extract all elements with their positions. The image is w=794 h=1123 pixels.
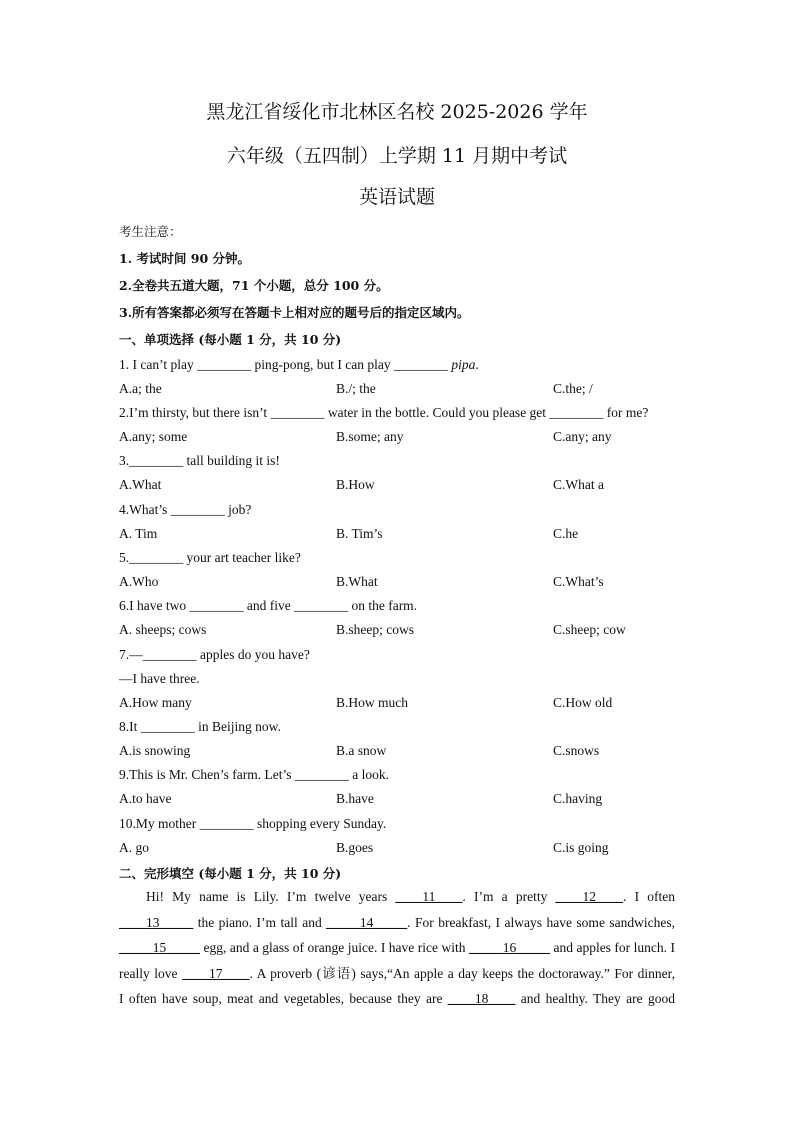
cloze-passage [119,884,675,1012]
question-answer-line: —I have three. [119,671,200,686]
option-a[interactable]: A.is snowing [119,743,191,758]
option-c[interactable]: C.he [553,526,579,541]
blank-16[interactable]: _____16_____ [468,940,550,956]
question-stem: 6.I have two ________ and five ________ on the farm. [119,598,418,613]
option-a[interactable]: A.to have [119,791,172,806]
question-stem-italic: pipa [451,357,476,372]
option-a[interactable]: A.any; some [119,429,188,444]
option-b[interactable]: B.have [336,791,374,806]
option-a[interactable]: A.What [119,477,162,492]
option-c[interactable]: C.having [553,791,603,806]
blank-13[interactable]: ____13_____ [119,914,194,930]
exam-title-line1: 黑龙江省绥化市北林区名校 2025-2026 学年 [206,101,588,123]
question-stem [119,357,479,373]
option-b[interactable]: B.How [336,477,375,492]
option-b[interactable]: B.a snow [336,743,387,758]
option-c[interactable]: C.sheep; cow [553,622,626,637]
exam-title-line3: 英语试题 [358,186,435,208]
option-c[interactable]: C.What’s [553,574,604,589]
option-c[interactable]: C.the; / [553,381,593,396]
question-stem: 9.This is Mr. Chen’s farm. Let’s ________ a look. [119,767,389,782]
option-c[interactable]: C.What a [553,477,604,492]
question-stem: 2.I’m thirsty, but there isn’t ________ water in the bottle. Could you please get ________ for me? [119,405,649,420]
option-a[interactable]: A.How many [119,695,192,710]
option-b[interactable]: B.goes [336,840,374,855]
option-c[interactable]: C.is going [553,840,609,855]
question-stem: 4.What’s ________ job? [119,502,252,517]
question-stem: 10.My mother ________ shopping every Sunday. [119,816,387,831]
passage-line: Hi! My name is Lily. I’m twelve years ____11____. I’m a pretty ____12____. I often [146,889,675,904]
question-stem-end: . [475,357,479,372]
question-stem: 8.It ________ in Beijing now. [119,719,281,734]
option-c[interactable]: C.any; any [553,429,612,444]
blank-12[interactable]: ____12____ [555,889,624,904]
option-b[interactable]: B./; the [336,381,376,396]
section2-heading: 二、完形填空 (每小题 1 分，共 10 分) [119,866,342,881]
notice-item: 3.所有答案都必须写在答题卡上相对应的题号后的指定区域内。 [119,305,470,320]
passage-line: ____13_____ the piano. I’m tall and _____14_____. For breakfast, I always have some sandwiches, [119,914,675,930]
option-a[interactable]: A. go [119,840,149,855]
option-b[interactable]: B.sheep; cows [336,622,414,637]
blank-17[interactable]: ____17____ [181,965,250,981]
option-a[interactable]: A. Tim [119,526,158,541]
option-b[interactable]: B.What [336,574,378,589]
option-b[interactable]: B.How much [336,695,408,710]
option-a[interactable]: A.a; the [119,381,162,396]
option-b[interactable]: B. Tim’s [336,526,383,541]
question-stem: 3.________ tall building it is! [119,453,280,468]
blank-11[interactable]: ____11____ [395,889,463,904]
exam-title-line2: 六年级（五四制）上学期 11 月期中考试 [226,145,568,167]
section1-heading: 一、单项选择 (每小题 1 分，共 10 分) [119,332,342,347]
notice-item: 2.全卷共五道大题，71 个小题，总分 100 分。 [119,278,389,293]
passage-line: I often have soup, meat and vegetables, because they are ____18____ and healthy. They are good [119,991,675,1007]
question-stem-text: 1. I can’t play ________ ping-pong, but I can play ________ [119,357,452,372]
notice-heading: 考生注意： [119,224,182,239]
option-a[interactable]: A. sheeps; cows [119,622,207,637]
option-c[interactable]: C.snows [553,743,600,758]
blank-18[interactable]: ____18____ [447,991,516,1007]
blank-15[interactable]: _____15_____ [119,940,200,956]
passage-line: really love ____17____. A proverb (谚语) says,“An apple a day keeps the doctoraway.” For dinner, [119,965,675,981]
passage-line: _____15_____ egg, and a glass of orange juice. I have rice with _____16_____ and apples for lunch. I [119,940,675,956]
option-c[interactable]: C.How old [553,695,613,710]
question-stem: 7.—________ apples do you have? [119,647,310,662]
blank-14[interactable]: _____14_____ [326,914,408,930]
notice-item: 1. 考试时间 90 分钟。 [119,251,251,266]
question-stem: 5.________ your art teacher like? [119,550,301,565]
option-b[interactable]: B.some; any [336,429,404,444]
option-a[interactable]: A.Who [119,574,159,589]
